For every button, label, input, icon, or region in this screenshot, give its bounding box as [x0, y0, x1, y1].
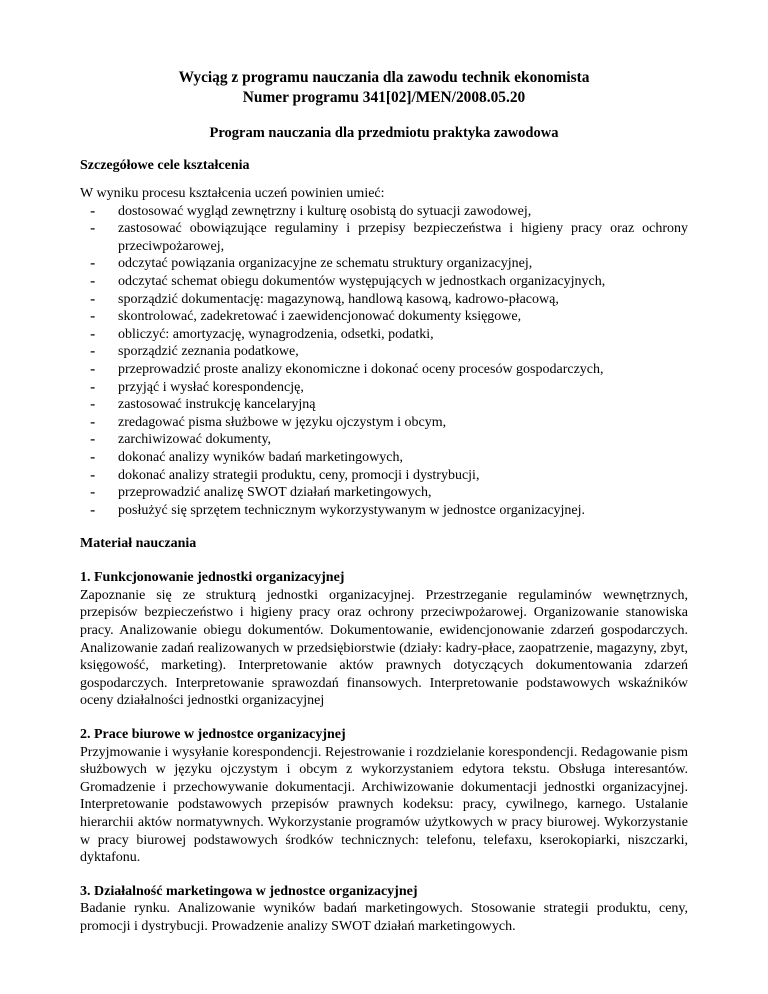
bullet-dash: -: [90, 325, 96, 343]
goal-item: [80, 291, 688, 309]
bullet-dash: -: [90, 484, 96, 502]
goal-item: [80, 484, 688, 502]
bullet-dash: -: [90, 202, 96, 220]
goal-item: [80, 449, 688, 467]
document-title: [80, 68, 688, 108]
goal-item: [80, 396, 688, 414]
goal-item: [80, 467, 688, 485]
bullet-dash: -: [90, 413, 96, 431]
bullet-dash: -: [90, 466, 96, 484]
bullet-dash: -: [90, 255, 96, 273]
goal-item-text: zastosować instrukcję kancelaryjną: [118, 397, 316, 413]
goal-item-text: odczytać schemat obiegu dokumentów występujących w jednostkach organizacyjnych,: [118, 273, 606, 289]
goal-item: [80, 308, 688, 326]
goal-item-text: skontrolować, zadekretować i zaewidencjonować dokumenty księgowe,: [118, 309, 522, 325]
goal-item: [80, 502, 688, 520]
goal-item-text: przeprowadzić proste analizy ekonomiczne i dokonać oceny procesów gospodarczych,: [118, 361, 604, 377]
bullet-dash: -: [90, 272, 96, 290]
material-section: [80, 726, 688, 867]
goal-item: [80, 326, 688, 344]
goals-heading: Szczegółowe cele kształcenia: [80, 158, 250, 173]
bullet-dash: -: [90, 431, 96, 449]
goal-item: [80, 361, 688, 379]
bullet-dash: -: [90, 448, 96, 466]
goal-item-text: dostosować wygląd zewnętrzny i kulturę osobistą do sytuacji zawodowej,: [118, 203, 532, 219]
goal-item: [80, 273, 688, 291]
goals-intro: W wyniku procesu kształcenia uczeń powinien umieć:: [80, 186, 385, 201]
goal-item: [80, 203, 688, 221]
document-subtitle: Program nauczania dla przedmiotu praktyka zawodowa: [209, 125, 559, 141]
goal-item-text: odczytać powiązania organizacyjne ze schematu struktury organizacyjnej,: [118, 256, 533, 272]
goal-item-text: posłużyć się sprzętem technicznym wykorzystywanym w jednostce organizacyjnej.: [118, 502, 586, 518]
goal-item: [80, 343, 688, 361]
goal-item-text: dokonać analizy strategii produktu, ceny, promocji i dystrybucji,: [118, 467, 480, 483]
bullet-dash: -: [90, 290, 96, 308]
goal-item: [80, 220, 688, 255]
goal-item-text: sporządzić dokumentację: magazynową, handlową kasową, kadrowo-płacową,: [118, 291, 559, 307]
material-section-text: Zapoznanie się ze strukturą jednostki organizacyjnej. Przestrzeganie regulaminów wewnętrznych, przepisów bezpieczeństwo i higieny pracy oraz ochrony przeciwpożarowej. Organizowanie stanowiska pracy. Analizowanie obiegu dokumentów. Dokumentowanie, ewidencjonowanie zdarzeń gospodarczych. Analizowanie zadań realizowanych w przedsiębiorstwie (działy: kadry-płace, zaopatrzenie, magazyny, zbyt, księgowość, marketing). Interpretowanie aktów prawnych dotyczących dokumentowania zdarzeń gospodarczych. Interpretowanie sprawozdań finansowych. Interpretowanie podstawowych wskaźników oceny działalności jednostki organizacyjnej: [80, 587, 688, 709]
title-line-1: Wyciąg z programu nauczania dla zawodu technik ekonomista: [178, 69, 590, 86]
material-section-title: 3. Działalność marketingowa w jednostce organizacyjnej: [80, 883, 418, 899]
material-section-title: 2. Prace biurowe w jednostce organizacyjnej: [80, 727, 346, 743]
goal-item: [80, 379, 688, 397]
goal-item-text: przyjąć i wysłać korespondencję,: [118, 379, 304, 395]
title-line-2: Numer programu 341[02]/MEN/2008.05.20: [242, 89, 526, 106]
material-section: [80, 569, 688, 710]
goals-list: [80, 203, 688, 520]
goal-item: [80, 414, 688, 432]
goal-item-text: zarchiwizować dokumenty,: [118, 432, 272, 448]
goal-item-text: zredagować pisma służbowe w języku ojczystym i obcym,: [118, 414, 447, 430]
material-section-text: Przyjmowanie i wysyłanie korespondencji. Rejestrowanie i rozdzielanie korespondencji. Redagowanie pism służbowych w języku ojczystym i obcym z wykorzystaniem edytora tekstu. Obsługa interesantów. Gromadzenie i przechowywanie dokumentacji. Archiwizowanie dokumentacji jednostki organizacyjnej. Interpretowanie podstawowych przepisów prawnych kodeksu: pracy, cywilnego, karnego. Ustalanie hierarchii aktów normatywnych. Wykorzystanie programów użytkowych w pracy biurowej. Wykorzystanie w pracy biurowej podstawowych środków technicznych: telefonu, telefaxu, kserokopiarki, niszczarki, dyktafonu.: [80, 744, 688, 866]
bullet-dash: -: [90, 378, 96, 396]
bullet-dash: -: [90, 220, 96, 238]
goal-item-text: dokonać analizy wyników badań marketingowych,: [118, 449, 403, 465]
goal-item-text: obliczyć: amortyzację, wynagrodzenia, odsetki, podatki,: [118, 326, 434, 342]
bullet-dash: -: [90, 501, 96, 519]
goal-item-text: sporządzić zeznania podatkowe,: [118, 344, 299, 360]
bullet-dash: -: [90, 343, 96, 361]
material-section-text: Badanie rynku. Analizowanie wyników badań marketingowych. Stosowanie strategii produktu, ceny, promocji i dystrybucji. Prowadzenie analizy SWOT działań marketingowych.: [80, 901, 688, 934]
material-section-title: 1. Funkcjonowanie jednostki organizacyjnej: [80, 570, 345, 586]
bullet-dash: -: [90, 360, 96, 378]
goal-item-text: przeprowadzić analizę SWOT działań marketingowych,: [118, 485, 432, 501]
goal-item-text: zastosować obowiązujące regulaminy i przepisy bezpieczeństwa i higieny pracy oraz ochrony przeciwpożarowej,: [118, 221, 688, 254]
material-section: [80, 883, 688, 936]
bullet-dash: -: [90, 308, 96, 326]
goal-item: [80, 431, 688, 449]
goal-item: [80, 255, 688, 273]
bullet-dash: -: [90, 396, 96, 414]
material-heading: Materiał nauczania: [80, 536, 197, 552]
